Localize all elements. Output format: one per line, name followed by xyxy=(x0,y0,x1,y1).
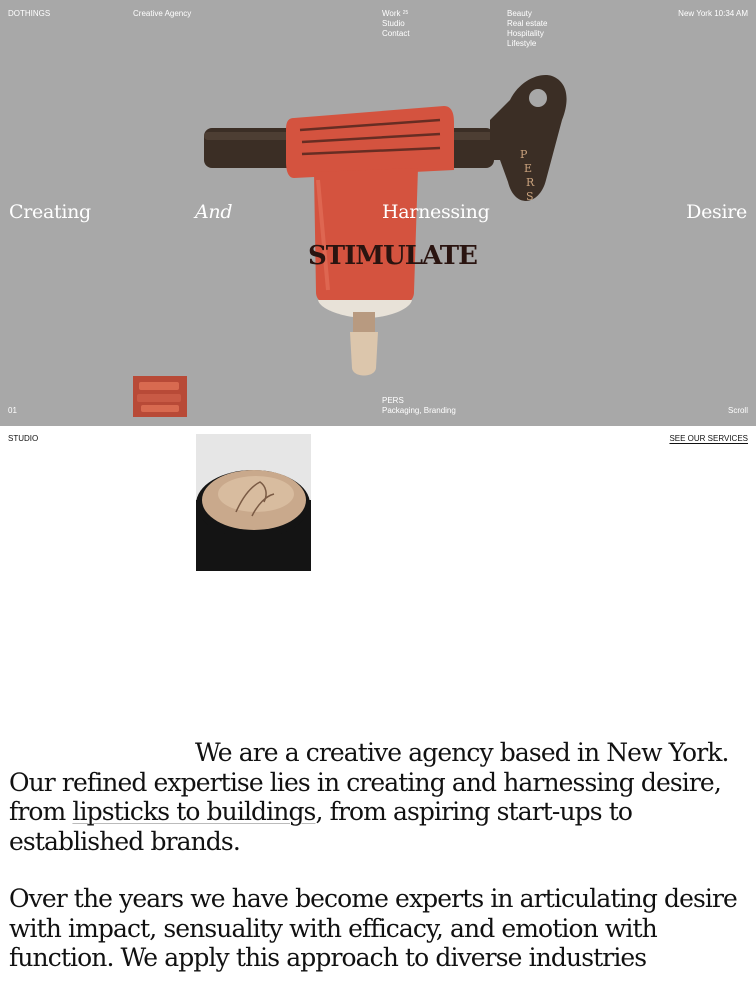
category-link-real-estate[interactable]: Real estate xyxy=(507,19,548,28)
main-nav xyxy=(382,9,410,39)
hero-word-harnessing: Harnessing xyxy=(382,201,490,223)
studio-intro xyxy=(9,738,749,973)
hero-word-desire: Desire xyxy=(686,201,747,223)
scroll-indicator[interactable]: Scroll xyxy=(727,406,748,415)
nav-link-contact[interactable]: Contact xyxy=(382,29,410,38)
intro-paragraph-2: Over the years we have become experts in articulating desire with impact, sensuality with efficacy, and emotion with function. We apply this approach to diverse industries xyxy=(9,884,737,972)
category-nav xyxy=(507,9,547,49)
nav-link-work[interactable]: Work $^{25}$ xyxy=(382,9,409,18)
svg-text:P: P xyxy=(520,148,528,161)
project-tags: Packaging, Branding xyxy=(382,406,456,415)
intro-paragraph-1: We are a creative agency based in New York. Our refined expertise lies in creating and harnessing desire, from lipsticks to buildings, from aspiring start-ups to established brands. xyxy=(9,738,729,856)
jar-lid-photo xyxy=(196,434,311,571)
section-label-studio: STUDIO xyxy=(8,434,39,443)
location-clock: New York 10:34 AM xyxy=(678,9,748,18)
site-tagline: Creative Agency xyxy=(133,9,192,18)
svg-text:S: S xyxy=(526,190,534,203)
category-link-lifestyle[interactable]: Lifestyle xyxy=(507,39,537,48)
lipsticks-to-buildings-link[interactable]: lipsticks to buildings xyxy=(72,797,316,826)
category-link-hospitality[interactable]: Hospitality xyxy=(507,29,544,38)
hero-section xyxy=(0,0,756,426)
category-link-beauty[interactable]: Beauty xyxy=(507,9,532,18)
slide-index: 01 xyxy=(8,406,17,415)
work-count-badge: 25 xyxy=(402,10,409,16)
hero-word-and: And xyxy=(195,201,233,223)
site-logo[interactable]: DOTHINGS xyxy=(8,9,51,18)
see-our-services-link[interactable]: SEE OUR SERVICES xyxy=(669,434,748,443)
nav-link-studio[interactable]: Studio xyxy=(382,19,405,28)
project-title: PERS xyxy=(382,396,404,405)
svg-text:STIMULATE: STIMULATE xyxy=(308,241,477,271)
hero-word-creating: Creating xyxy=(9,201,91,223)
svg-text:R: R xyxy=(526,176,535,189)
project-caption[interactable] xyxy=(382,396,456,416)
slide-thumbnail[interactable] xyxy=(133,376,187,417)
svg-text:E: E xyxy=(524,162,533,175)
